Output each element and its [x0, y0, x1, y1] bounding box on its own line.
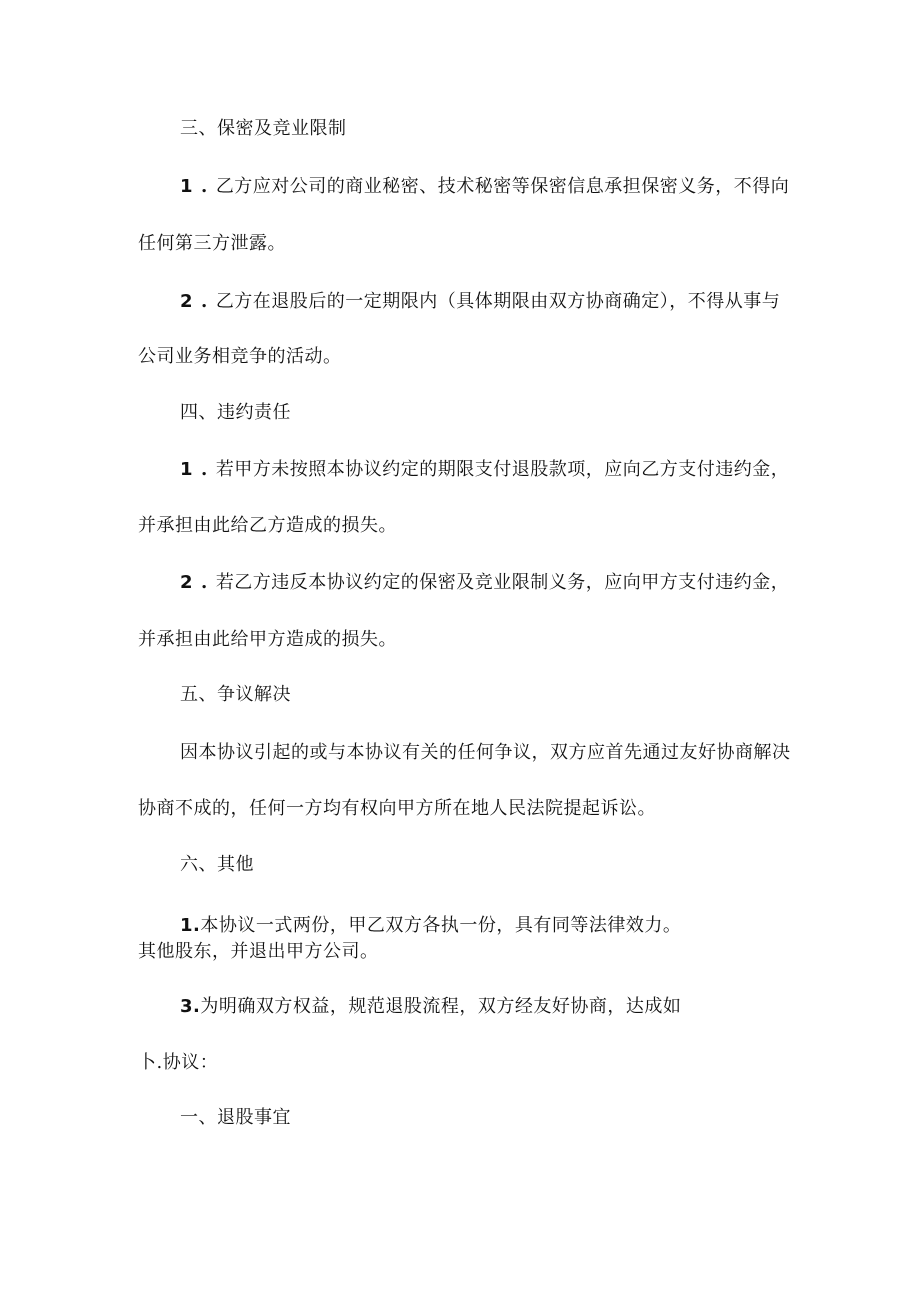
clause-text: 若乙方违反本协议约定的保密及竞业限制义务，应向甲方支付违约金，	[215, 572, 790, 593]
clause-3-1-line-1	[180, 175, 789, 199]
dispute-paragraph-line-1: 因本协议引起的或与本协议有关的任何争议，双方应首先通过友好协商解决	[180, 742, 791, 763]
clause-text: 本协议一式两份，甲乙双方各执一份，具有同等法律效力。	[200, 915, 682, 936]
section-heading-4: 四、违约责任	[180, 402, 291, 423]
clause-text: 为明确双方权益，规范退股流程，双方经友好协商，达成如	[200, 996, 682, 1017]
other-clause-1	[180, 914, 681, 938]
clause-3-2-line-2: 公司业务相竞争的活动。	[138, 346, 342, 367]
clause-number: 3.	[180, 996, 201, 1017]
clause-number: 1	[180, 459, 194, 480]
clause-number: 1.	[180, 915, 201, 936]
clause-text: 乙方应对公司的商业秘密、技术秘密等保密信息承担保密义务，不得向	[215, 176, 790, 197]
clause-number: 1	[180, 176, 194, 197]
clause-3-1-line-2: 任何第三方泄露。	[138, 233, 286, 254]
clause-number: 2	[180, 572, 194, 593]
clause-separator: .	[201, 459, 208, 480]
section-heading-1: 一、退股事宜	[180, 1107, 291, 1128]
other-clause-3-line-2: 卜.协议：	[138, 1052, 219, 1073]
clause-separator: .	[201, 291, 208, 312]
section-heading-3: 三、保密及竞业限制	[180, 118, 347, 139]
overlap-fragment-line: 其他股东，并退出甲方公司。	[138, 941, 379, 962]
section-heading-6: 六、其他	[180, 854, 254, 875]
clause-4-1-line-2: 并承担由此给乙方造成的损失。	[138, 515, 397, 536]
clause-separator: .	[201, 572, 208, 593]
clause-4-2-line-1	[180, 571, 789, 595]
section-heading-5: 五、争议解决	[180, 684, 291, 705]
clause-separator: .	[201, 176, 208, 197]
clause-text: 若甲方未按照本协议约定的期限支付退股款项，应向乙方支付违约金，	[215, 459, 790, 480]
clause-4-1-line-1	[180, 458, 789, 482]
clause-3-2-line-1	[180, 290, 780, 314]
other-clause-3-line-1	[180, 995, 681, 1019]
clause-4-2-line-2: 并承担由此给甲方造成的损失。	[138, 629, 397, 650]
clause-number: 2	[180, 291, 194, 312]
clause-text: 乙方在退股后的一定期限内（具体期限由双方协商确定），不得从事与	[215, 291, 781, 312]
dispute-paragraph-line-2: 协商不成的，任何一方均有权向甲方所在地人民法院提起诉讼。	[138, 798, 656, 819]
